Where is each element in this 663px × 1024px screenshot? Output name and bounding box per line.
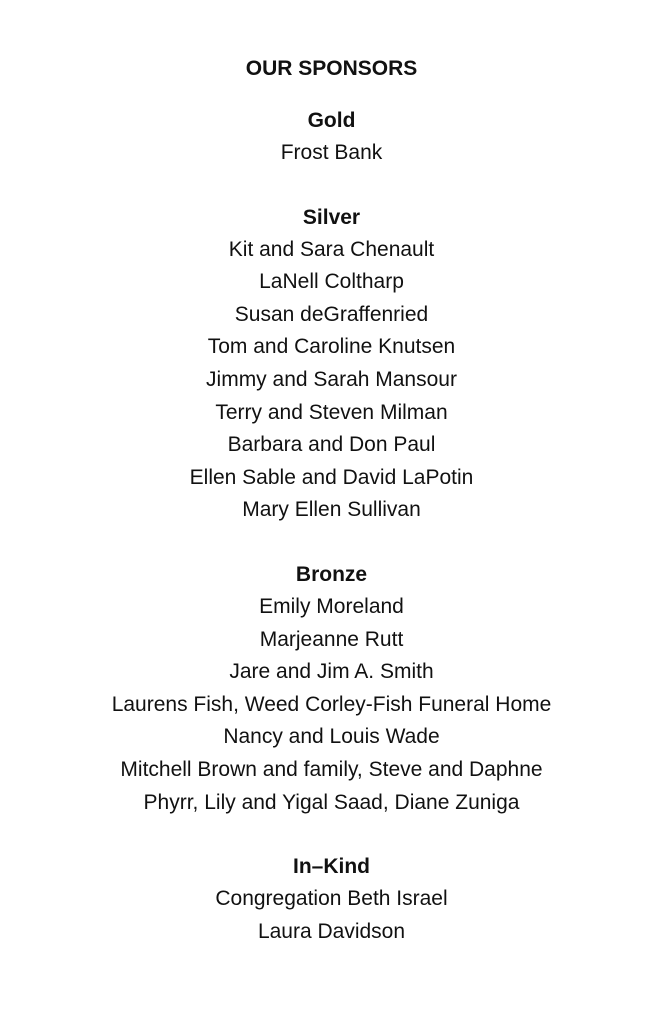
sponsor-entry: Nancy and Louis Wade [223, 725, 440, 749]
page-title: OUR SPONSORS [245, 57, 418, 80]
sponsor-entry: Mitchell Brown and family, Steve and Daphne [120, 757, 543, 781]
sponsor-list [0, 234, 663, 527]
sponsor-entry: LaNell Coltharp [259, 270, 404, 294]
sponsor-entry: Frost Bank [280, 141, 383, 164]
sponsor-entry: Tom and Caroline Knutsen [207, 335, 456, 359]
sponsor-entry: Mary Ellen Sullivan [242, 498, 421, 522]
section-in-kind [0, 851, 663, 948]
sponsor-entry: Susan deGraffenried [234, 302, 429, 326]
sponsor-entry: Kit and Sara Chenault [228, 237, 435, 261]
section-gold [0, 105, 663, 170]
sponsor-entry: Ellen Sable and David LaPotin [189, 465, 474, 489]
sponsor-list [0, 137, 663, 170]
section-heading: Gold [307, 109, 356, 132]
sponsor-entry: Phyrr, Lily and Yigal Saad, Diane Zuniga [143, 790, 520, 814]
section-bronze [0, 559, 663, 819]
sponsor-list [0, 591, 663, 819]
sponsor-entry: Laura Davidson [257, 919, 406, 943]
sponsor-entry: Congregation Beth Israel [215, 887, 448, 911]
sponsor-entry: Jimmy and Sarah Mansour [206, 367, 457, 391]
sponsor-entry: Jare and Jim A. Smith [229, 660, 434, 684]
section-heading: Silver [302, 205, 361, 229]
section-heading: In–Kind [293, 855, 370, 879]
sponsor-list [0, 883, 663, 948]
sponsor-entry: Laurens Fish, Weed Corley-Fish Funeral Home [111, 692, 552, 716]
sponsor-entry: Emily Moreland [259, 594, 404, 618]
section-heading: Bronze [295, 562, 368, 586]
sponsor-entry: Barbara and Don Paul [227, 433, 436, 457]
section-silver [0, 202, 663, 527]
sponsor-entry: Terry and Steven Milman [215, 400, 448, 424]
sponsor-entry: Marjeanne Rutt [259, 627, 404, 651]
